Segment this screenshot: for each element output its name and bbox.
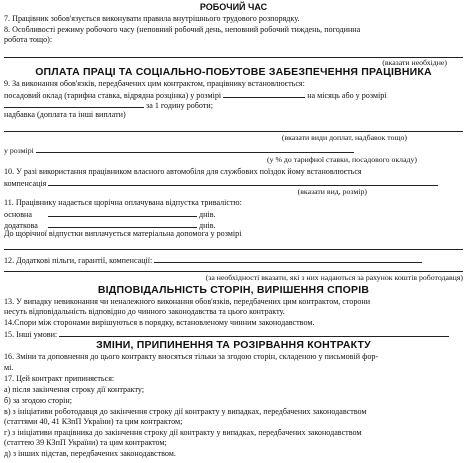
clause-11-main-label: основна xyxy=(4,210,32,219)
clause-9-hourly xyxy=(4,100,463,110)
hint-percent: (у % до тарифної ставки, посадового окладу) xyxy=(267,155,417,164)
clause-7: 7. Працівник зобов'язується виконувати правила внутрішнього трудового розпорядку. xyxy=(4,14,300,23)
clause-11-aid: До щорічної відпустки виплачується матеріальна допомога у розмірі xyxy=(4,229,242,238)
main-leave-field xyxy=(48,209,197,217)
blank-line xyxy=(4,271,463,272)
clause-9-per-hour: за 1 годину роботи; xyxy=(146,101,213,110)
clause-16-line-1: 16. Зміни та доповнення до цього контракту вносяться тільки за згодою сторін, складеною у письмовій фор- xyxy=(4,352,379,361)
clause-15 xyxy=(4,329,463,339)
clause-17-g-line-2: (статтею 39 КЗпП України) та цим контрактом; xyxy=(4,438,167,447)
clause-10-compensation-label: компенсація xyxy=(4,179,47,188)
clause-9-salary-label: посадовий оклад (тарифна ставка, відрядна розцінка) у розмірі xyxy=(4,91,222,100)
clause-9-salary xyxy=(4,90,463,100)
clause-11-line-1: 11. Працівнику надається щорічна оплачувана відпустка тривалістю: xyxy=(4,198,242,207)
clause-10-line-2 xyxy=(4,178,463,188)
clause-13-line-1: 13. У випадку невиконання чи неналежного виконання обов'язків, передбачених цим контрактом, сторони xyxy=(4,297,371,306)
benefits-field xyxy=(154,255,422,263)
hint-specify-needed: (вказати необхідне) xyxy=(382,58,447,67)
clause-16-line-2: мі. xyxy=(4,363,14,372)
clause-13-line-2: несуть відповідальність відповідно до чинного законодавства та цього контракту. xyxy=(4,307,285,316)
clause-9-per-month: на місяць або у розмірі xyxy=(307,91,387,100)
clause-15-label: 15. Інші умови: xyxy=(4,330,58,339)
clause-17-a: а) після закінчення строку дії контракту; xyxy=(4,385,145,394)
section-title-liability: ВІДПОВІДАЛЬНІСТЬ СТОРІН, ВИРІШЕННЯ СПОРІВ xyxy=(97,284,370,296)
clause-8-line-2: робота тощо): xyxy=(4,35,53,44)
salary-field xyxy=(223,90,305,98)
hint-clause-12: (за необхідності вказати, які з них надаються за рахунок коштів роботодавця) xyxy=(205,273,463,282)
clause-11-additional-label: додаткова xyxy=(4,221,38,230)
additional-leave-field xyxy=(48,220,197,228)
clause-17-d: д) з інших підстав, передбачених законодавством. xyxy=(4,449,176,458)
hourly-rate-field xyxy=(4,100,144,108)
clause-9-in-amount-label: у розмірі xyxy=(4,146,34,155)
clause-9-in-amount xyxy=(4,145,463,155)
clause-8-line-1: 8. Особливості режиму робочого часу (неповний робочий день, неповний робочий тиждень, погодинна xyxy=(4,25,361,34)
clause-14: 14.Спори між сторонами вирішуються в порядку, встановленому чинним законодавством. xyxy=(4,318,315,327)
clause-11-days: днів. xyxy=(199,221,216,230)
clause-12 xyxy=(4,255,463,265)
clause-9-line-1: 9. За виконання обов'язків, передбачених цим контрактом, працівнику встановлюється: xyxy=(4,79,305,88)
bonus-amount-field xyxy=(36,145,354,153)
section-title-working-time: РОБОЧИЙ ЧАС xyxy=(199,2,268,12)
clause-17-v-line-2: (статтями 40, 41 КЗпП України) та цим контрактом; xyxy=(4,417,183,426)
blank-line xyxy=(4,131,463,132)
blank-line xyxy=(4,249,463,250)
clause-9-bonus: надбавка (доплата та інші виплати) xyxy=(4,110,126,119)
clause-17-b: б) за згодою сторін; xyxy=(4,396,72,405)
section-title-changes: ЗМІНИ, ПРИПИНЕННЯ ТА РОЗІРВАННЯ КОНТРАКТУ xyxy=(96,339,371,351)
other-terms-field xyxy=(59,329,449,337)
compensation-field xyxy=(48,178,438,186)
clause-11-days: днів. xyxy=(199,210,216,219)
clause-17: 17. Цей контракт припиняється: xyxy=(4,374,115,383)
clause-17-g-line-1: г) з ініціативи працівника до закінчення строку дії контракту у випадках, передбачених законодавством xyxy=(4,428,362,437)
section-title-pay: ОПЛАТА ПРАЦІ ТА СОЦІАЛЬНО-ПОБУТОВЕ ЗАБЕЗПЕЧЕННЯ ПРАЦІВНИКА xyxy=(35,66,432,78)
hint-type-amount: (вказати вид, розмір) xyxy=(297,187,367,196)
hint-bonus-types: (вказати види доплат, надбавок тощо) xyxy=(281,133,407,142)
clause-12-label: 12. Додаткові пільги, гарантії, компенсації: xyxy=(4,256,153,265)
clause-11-main xyxy=(4,209,463,219)
clause-17-v-line-1: в) з ініціативи роботодавця до закінчення строку дії контракту у випадках, передбачених законодавством xyxy=(4,407,367,416)
clause-10-line-1: 10. У разі використання працівником власного автомобіля для службових поїздок йому встановлюється xyxy=(4,167,362,176)
